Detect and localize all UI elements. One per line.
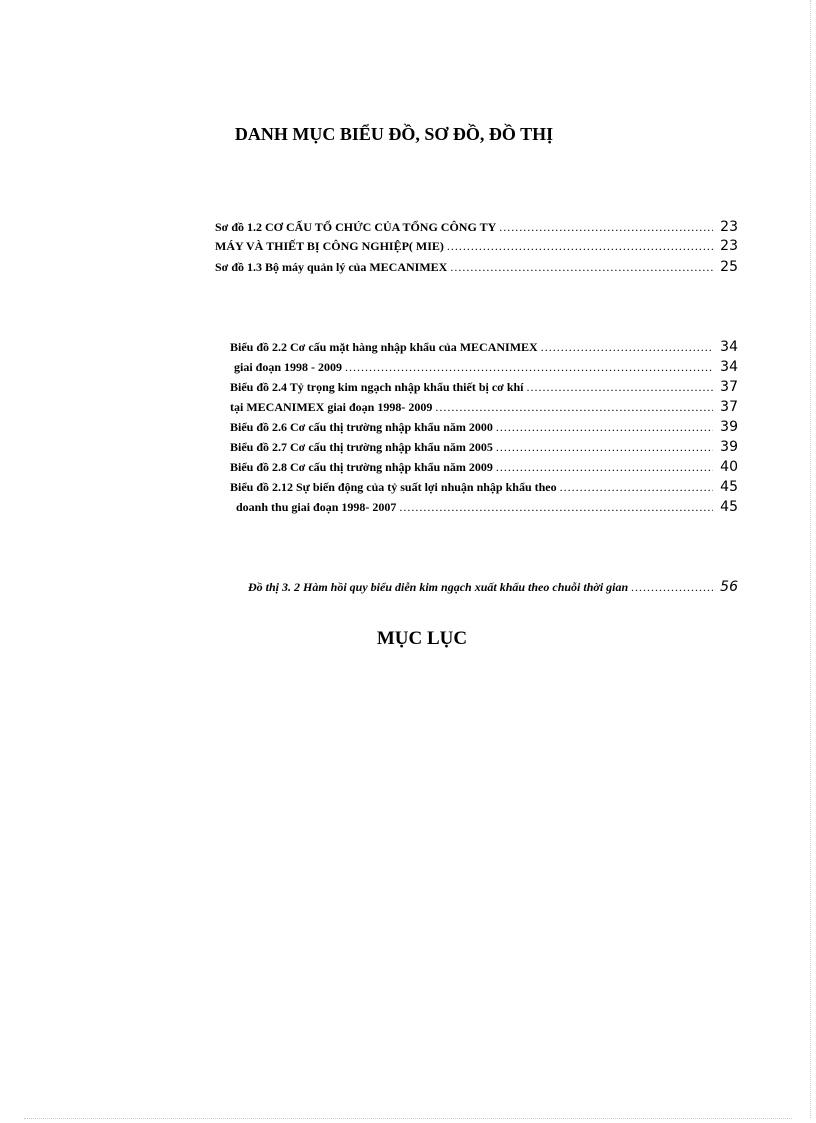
toc-entry-page: 25 — [720, 259, 738, 275]
toc-entry-text: Biểu đồ 2.7 Cơ cấu thị trường nhập khẩu năm 2005 — [230, 440, 493, 454]
toc-entry-text: Biểu đồ 2.2 Cơ cấu mặt hàng nhập khẩu của MECANIMEX — [230, 340, 538, 354]
toc-entry-page: 37 — [720, 399, 738, 415]
toc-entry-page: 39 — [720, 439, 738, 455]
toc-entry-page: 34 — [720, 339, 738, 355]
toc-entry-text: doanh thu giai đoạn 1998- 2007 — [236, 500, 397, 514]
list-title: DANH MỤC BIỂU ĐỒ, SƠ ĐỒ, ĐỒ THỊ — [234, 124, 554, 144]
dot-leader — [527, 380, 713, 395]
toc-entry-text: Sơ đồ 1.3 Bộ máy quản lý của MECANIMEX — [215, 260, 448, 274]
toc-entry[interactable] — [230, 339, 738, 357]
dot-leader — [496, 440, 713, 455]
toc-entry-text: Biểu đồ 2.6 Cơ cấu thị trường nhập khẩu năm 2000 — [230, 420, 493, 434]
toc-entry-page: 23 — [720, 238, 738, 254]
toc-title: MỤC LỤC — [376, 628, 468, 649]
dot-leader — [435, 400, 713, 415]
page-edge-rule — [810, 0, 811, 1118]
dot-leader — [496, 420, 713, 435]
dot-leader — [345, 360, 713, 375]
toc-entry[interactable] — [215, 259, 738, 277]
toc-entry-text: Biểu đồ 2.12 Sự biến động của tỷ suất lợi nhuận nhập khẩu theo — [230, 480, 557, 494]
toc-entry-page: 45 — [720, 499, 738, 515]
toc-entry[interactable] — [230, 379, 738, 397]
toc-entry-text: Đồ thị 3. 2 Hàm hồi quy biểu diễn kim ngạch xuất khẩu theo chuỗi thời gian — [248, 580, 629, 594]
toc-entry[interactable] — [230, 419, 738, 437]
dot-leader — [560, 480, 713, 495]
toc-entry-page: 37 — [720, 379, 738, 395]
toc-entry-page: 56 — [720, 579, 738, 595]
toc-entry-page: 23 — [720, 219, 738, 235]
toc-entry[interactable] — [215, 219, 738, 237]
toc-entry-text: Biểu đồ 2.4 Tỷ trọng kim ngạch nhập khẩu thiết bị cơ khí — [230, 380, 524, 394]
toc-entry-page: 40 — [720, 459, 738, 475]
toc-entry-text: MÁY VÀ THIẾT BỊ CÔNG NGHIỆP( MIE) — [215, 239, 444, 253]
dot-leader — [450, 260, 713, 275]
toc-entry-text: Biểu đồ 2.8 Cơ cấu thị trường nhập khẩu năm 2009 — [230, 460, 493, 474]
toc-entry[interactable] — [236, 499, 738, 517]
toc-entry[interactable] — [230, 399, 738, 417]
toc-entry[interactable] — [230, 479, 738, 497]
dot-leader — [499, 220, 713, 235]
toc-entry[interactable] — [215, 238, 738, 256]
toc-entry[interactable] — [234, 359, 738, 377]
toc-entry[interactable] — [230, 459, 738, 477]
dot-leader — [541, 340, 713, 355]
dot-leader — [399, 500, 713, 515]
toc-entry-page: 34 — [720, 359, 738, 375]
toc-entry-text: tại MECANIMEX giai đoạn 1998- 2009 — [230, 400, 433, 414]
toc-entry[interactable] — [248, 579, 738, 597]
dot-leader — [631, 580, 713, 595]
toc-entry-page: 45 — [720, 479, 738, 495]
dot-leader — [447, 239, 713, 254]
toc-entry-page: 39 — [720, 419, 738, 435]
dot-leader — [496, 460, 713, 475]
page-bottom-rule — [24, 1118, 792, 1119]
toc-entry-text: giai đoạn 1998 - 2009 — [234, 360, 343, 374]
toc-entry-text: Sơ đồ 1.2 CƠ CẤU TỔ CHỨC CỦA TỔNG CÔNG TY — [215, 220, 497, 234]
toc-entry[interactable] — [230, 439, 738, 457]
